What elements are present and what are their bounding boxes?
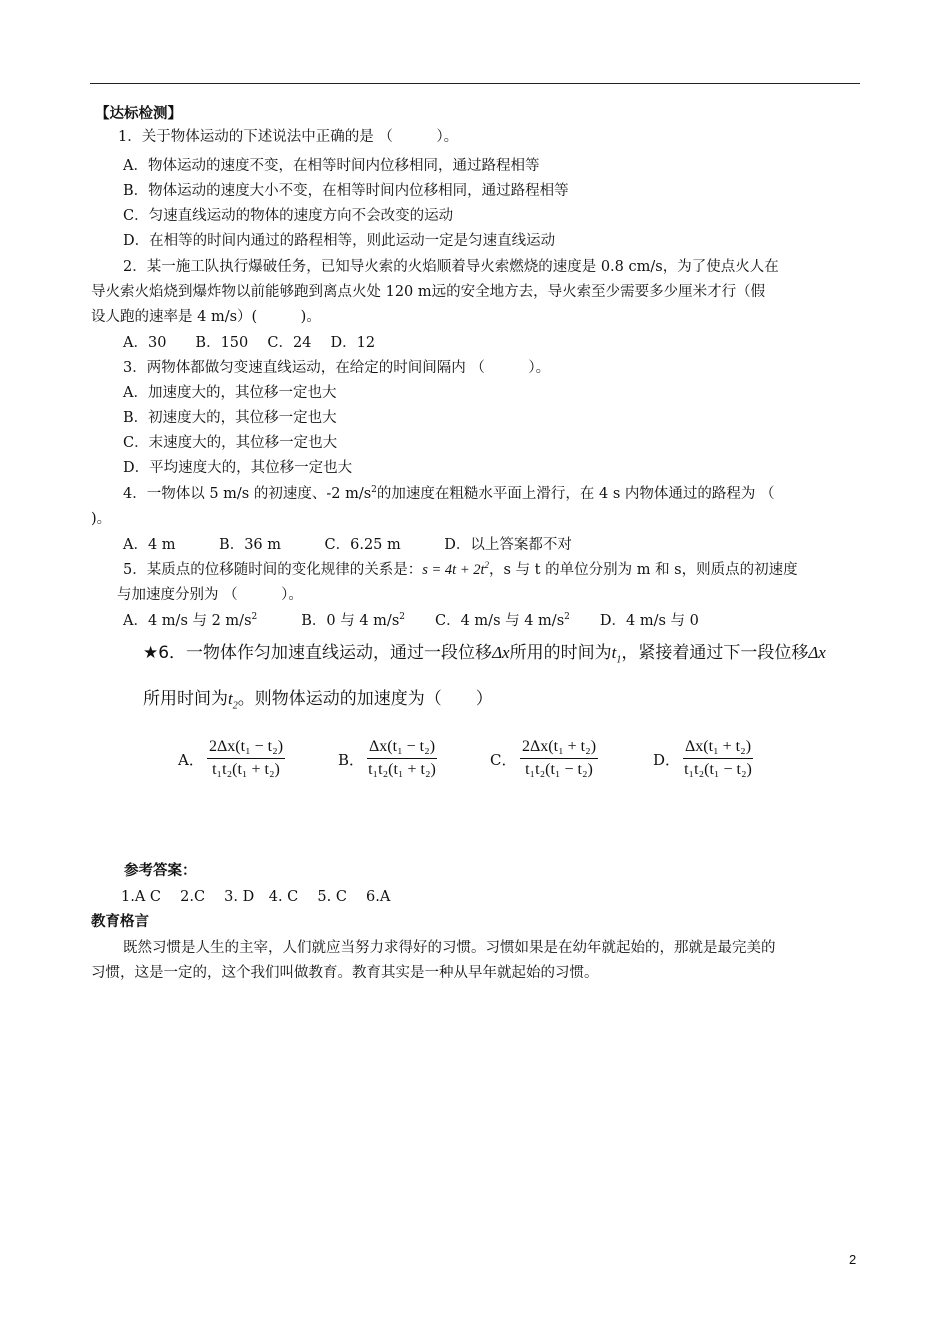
q6-option-a-den: t₁t₂(t₁ + t₂) xyxy=(212,761,280,778)
q6-line1-a: ★6．一物体作匀加速直线运动，通过一段位移 xyxy=(143,643,493,663)
q5-pre: 5．某质点的位移随时间的变化规律的关系是： xyxy=(123,562,423,578)
q6-dx-1: Δx xyxy=(492,643,510,662)
q3-stem: 3．两物体都做匀变速直线运动，在给定的时间间隔内 （ ）。 xyxy=(123,360,551,376)
q6-line1-c: ，紧接着通过下一段位移 xyxy=(621,643,809,663)
q6-t1: t xyxy=(611,643,617,662)
q3-option-d: D．平均速度大的，其位移一定也大 xyxy=(123,460,353,476)
q6-line1-b: 所用的时间为 xyxy=(509,643,612,663)
answers-title: 参考答案： xyxy=(124,862,197,879)
q1-option-a: A．物体运动的速度不变，在相等时间内位移相同，通过路程相等 xyxy=(123,158,540,174)
q6-option-d-fraction xyxy=(683,738,753,779)
motto-title: 教育格言 xyxy=(91,913,149,930)
q5-option-a: A．4 m/s 与 2 m/s xyxy=(123,613,252,629)
q5-option-d: D．4 m/s 与 0 xyxy=(599,613,699,629)
q6-line2-a: 所用时间为 xyxy=(143,689,228,709)
q5-line2: 与加速度分别为 （ ）。 xyxy=(117,587,303,603)
q6-line1: ★6．一物体作匀加速直线运动，通过一段位移Δx所用的时间为$t_1$，紧接着通过下一段位移Δx xyxy=(143,643,826,666)
q6-t2: t xyxy=(228,689,233,708)
q3-option-b: B．初速度大的，其位移一定也大 xyxy=(123,410,337,426)
q2-line3: 设人跑的速率是 4 m/s）( )。 xyxy=(91,309,321,325)
q5-formula: s = 4t + 2t xyxy=(422,562,485,578)
answers-text: 1.A C 2.C 3. D 4. C 5. C 6.A xyxy=(121,889,391,905)
q4-line1-post: 的加速度在粗糙水平面上滑行，在 4 s 内物体通过的路程为 （ xyxy=(376,486,775,502)
q4-line1-pre: 4．一物体以 5 m/s 的初速度、-2 m/s xyxy=(123,486,372,502)
q3-option-c: C．末速度大的，其位移一定也大 xyxy=(123,435,338,451)
q6-option-b-label: B． xyxy=(338,751,365,769)
q5-line1: 5．某质点的位移随时间的变化规律的关系是：$s = 4t + 2t^2$，s 与 t 的单位分别为 m 和 s，则质点的初速度 xyxy=(123,560,798,578)
q3-option-a: A．加速度大的，其位移一定也大 xyxy=(123,385,337,401)
q2-options: A．30 B．150 C．24 D．12 xyxy=(123,335,376,351)
q1-option-b: B．物体运动的速度大小不变，在相等时间内位移相同，通过路程相等 xyxy=(123,183,569,199)
motto-line1: 既然习惯是人生的主宰，人们就应当努力求得好的习惯。习惯如果是在幼年就起始的，那就是最完美的 xyxy=(123,940,776,956)
q6-option-a-fraction xyxy=(207,738,285,779)
q6-option-b-num: Δx(t₁ − t₂) xyxy=(367,738,437,759)
q5-options: A．4 m/s 与 2 $m/s^2$ B．0 与 4 $m/s^2$ C．4 m/s 与 4 $m/s^2$ D．4 m/s 与 0 xyxy=(123,612,699,629)
q5-mid: ，s 与 t 的单位分别为 m 和 s，则质点的初速度 xyxy=(489,562,798,578)
q1-option-d: D．在相等的时间内通过的路程相等，则此运动一定是匀速直线运动 xyxy=(123,233,556,249)
q6-option-d-label: D． xyxy=(653,751,681,769)
q6-option-b-den: t₁t₂(t₁ + t₂) xyxy=(368,761,436,778)
page-number: 2 xyxy=(849,1252,857,1267)
q4-line2: )。 xyxy=(91,511,112,527)
section-title: 【达标检测】 xyxy=(95,105,182,122)
q4-line1: 4．一物体以 5 m/s 的初速度、-2 $m/s^2$的加速度在粗糙水平面上滑行，在 4 s 内物体通过的路程为 （ xyxy=(123,485,775,502)
q6-option-c-label: C． xyxy=(490,751,517,769)
q4-options: A．4 m B．36 m C．6.25 m D．以上答案都不对 xyxy=(123,537,572,553)
q6-option-b-fraction xyxy=(367,738,437,779)
q1-option-c: C．匀速直线运动的物体的速度方向不会改变的运动 xyxy=(123,208,454,224)
q6-option-c-num: 2Δx(t₁ + t₂) xyxy=(520,738,598,759)
q1-stem: 1．关于物体运动的下述说法中正确的是 （ ）。 xyxy=(118,129,459,145)
header-rule xyxy=(90,83,860,84)
q5-option-c: C．4 m/s 与 4 m/s xyxy=(435,613,565,629)
q6-option-d-den: t₁t₂(t₁ − t₂) xyxy=(684,761,752,778)
motto-line2: 习惯，这是一定的，这个我们叫做教育。教育其实是一种从早年就起始的习惯。 xyxy=(91,965,599,981)
q2-line1: 2．某一施工队执行爆破任务，已知导火索的火焰顺着导火索燃烧的速度是 0.8 cm/s，为了使点火人在 xyxy=(123,259,779,275)
q2-line2: 导火索火焰烧到爆炸物以前能够跑到离点火处 120 m远的安全地方去，导火索至少需要多少厘米才行（假 xyxy=(91,284,766,300)
q6-option-c-den: t₁t₂(t₁ − t₂) xyxy=(525,761,593,778)
q6-option-c-fraction xyxy=(520,738,598,779)
q6-dx-2: Δx xyxy=(808,643,826,662)
q6-line2: 所用时间为$t_2$。则物体运动的加速度为（ ） xyxy=(143,689,493,712)
q6-option-a-num: 2Δx(t₁ − t₂) xyxy=(207,738,285,759)
q6-option-a-label: A． xyxy=(178,751,204,769)
q6-line2-b: 。则物体运动的加速度为（ ） xyxy=(237,689,493,709)
q5-option-b: B．0 与 4 m/s xyxy=(301,613,400,629)
q6-option-d-num: Δx(t₁ + t₂) xyxy=(683,738,753,759)
